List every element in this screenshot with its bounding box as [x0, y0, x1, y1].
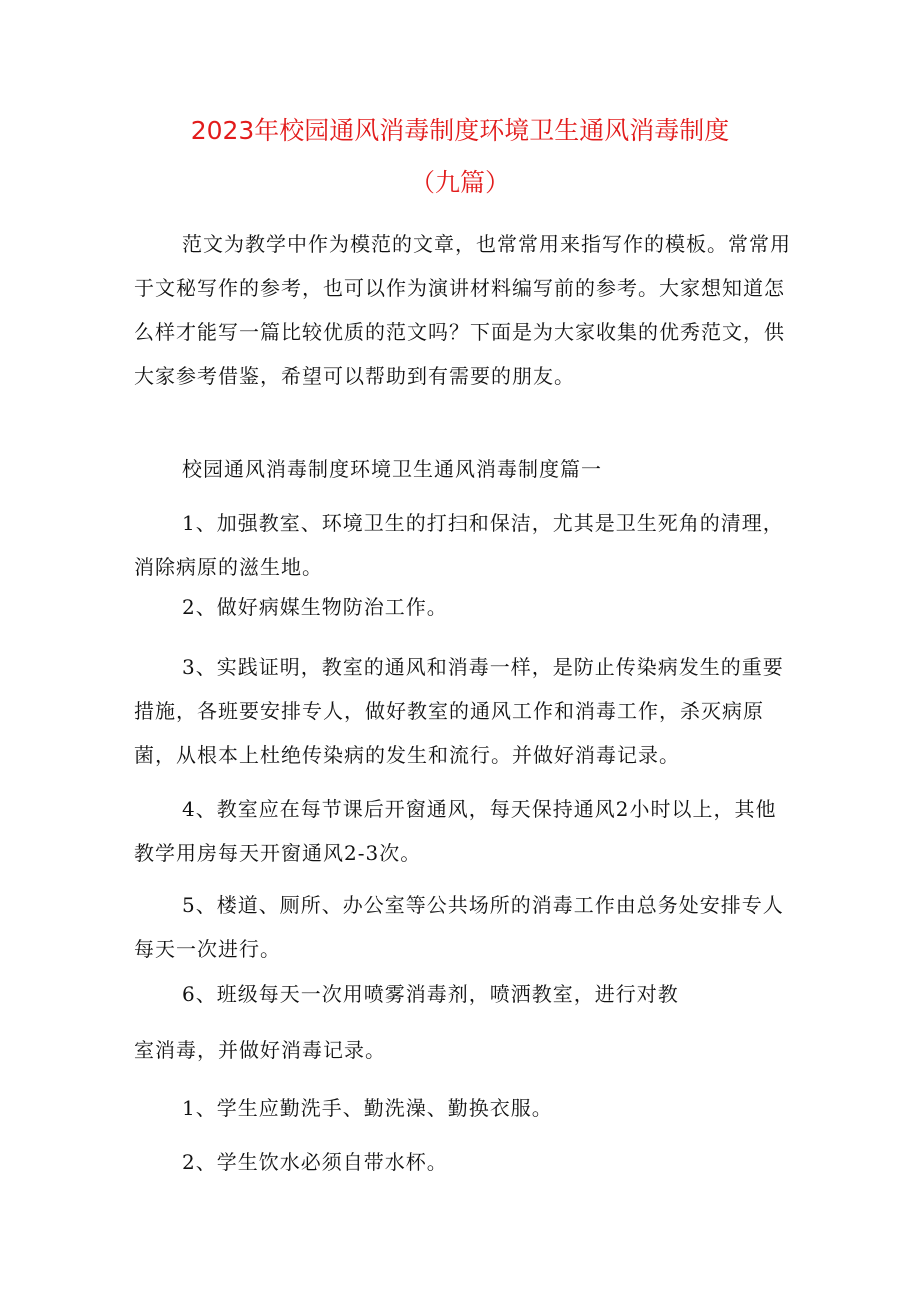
document-title-line1: 2023年校园通风消毒制度环境卫生通风消毒制度 — [190, 116, 730, 145]
list-item: 1、学生应勤洗手、勤洗澡、勤换衣服。 — [182, 1096, 553, 1120]
section-heading: 校园通风消毒制度环境卫生通风消毒制度篇一 — [182, 457, 602, 481]
list-item: 4、教室应在每节课后开窗通风，每天保持通风2小时以上，其他教学用房每天开窗通风2-3次。 — [134, 797, 777, 865]
list-item-continuation: 室消毒，并做好消毒记录。 — [134, 1038, 386, 1062]
list-item: 6、班级每天一次用喷雾消毒剂，喷洒教室，进行对教 — [182, 982, 679, 1006]
list-item: 2、学生饮水必须自带水杯。 — [182, 1150, 448, 1174]
intro-paragraph: 范文为教学中作为模范的文章，也常常用来指写作的模板。常常用于文秘写作的参考，也可以作为演讲材料编写前的参考。大家想知道怎么样才能写一篇比较优质的范文吗？下面是为大家收集的优秀范文，供大家参考借鉴，希望可以帮助到有需要的朋友。 — [134, 232, 791, 388]
list-item: 3、实践证明，教室的通风和消毒一样，是防止传染病发生的重要措施，各班要安排专人，做好教室的通风工作和消毒工作，杀灭病原菌，从根本上杜绝传染病的发生和流行。并做好消毒记录。 — [134, 655, 784, 767]
list-item: 2、做好病媒生物防治工作。 — [182, 595, 448, 619]
list-item: 1、加强教室、环境卫生的打扫和保洁，尤其是卫生死角的清理，消除病原的滋生地。 — [134, 511, 784, 579]
document-title-line2: （九篇） — [409, 168, 510, 197]
list-item: 5、楼道、厕所、办公室等公共场所的消毒工作由总务处安排专人每天一次进行。 — [134, 893, 784, 961]
